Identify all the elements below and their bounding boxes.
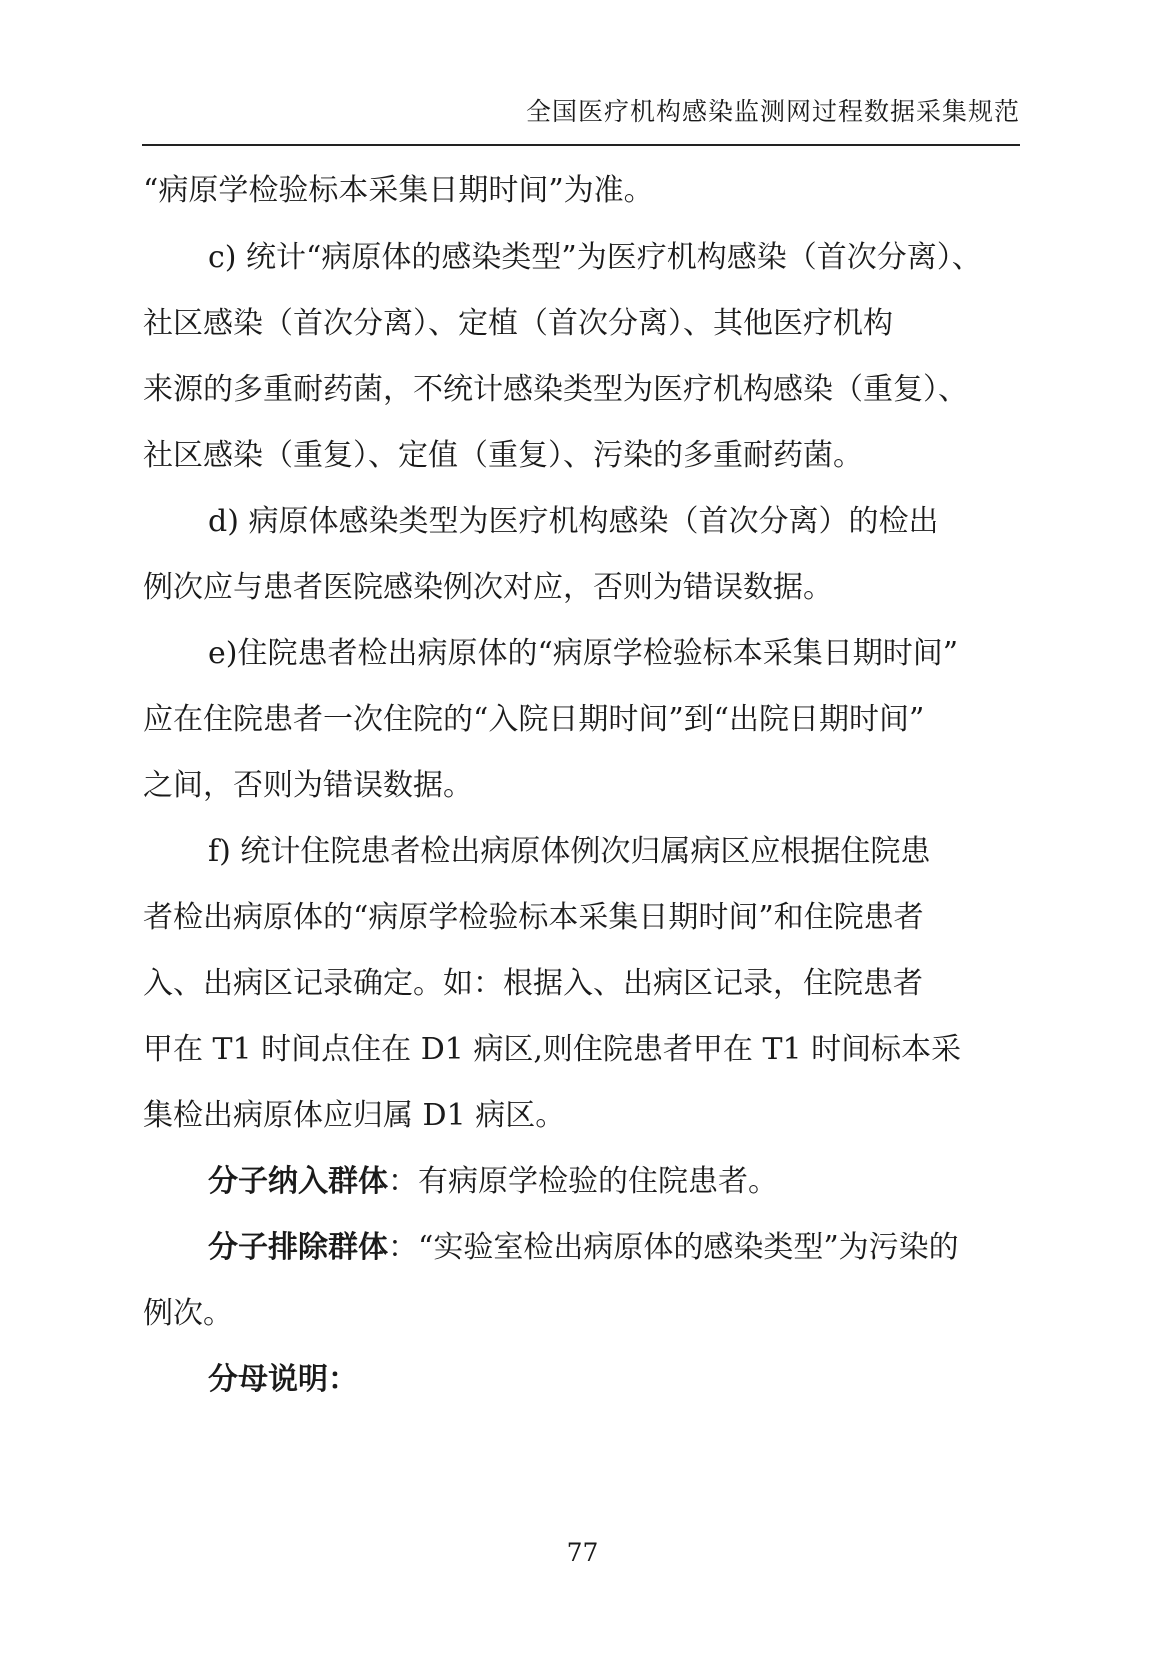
numerator-exclude-line [208,1228,959,1268]
body-line: 社区感染（重复）、定值（重复）、污染的多重耐药菌。 [143,438,863,473]
body-line: 入、出病区记录确定。如：根据入、出病区记录，住院患者 [143,966,923,1001]
numerator-exclude-text: ：“实验室检出病原体的感染类型”为污染的 [388,1230,959,1265]
numerator-include-line [208,1162,778,1202]
body-line: 社区感染（首次分离）、定植（首次分离）、其他医疗机构 [143,306,893,341]
body-line: “病原学检验标本采集日期时间”为准。 [143,173,654,208]
body-line: d) 病原体感染类型为医疗机构感染（首次分离）的检出 [208,504,939,539]
body-line: 例次应与患者医院感染例次对应，否则为错误数据。 [143,570,833,605]
body-line: c) 统计“病原体的感染类型”为医疗机构感染（首次分离）、 [208,240,982,275]
page-number: 77 [566,1538,599,1567]
header-title: 全国医疗机构感染监测网过程数据采集规范 [525,97,1020,126]
body-line: 集检出病原体应归属 D1 病区。 [143,1098,566,1133]
body-line: 者检出病原体的“病原学检验标本采集日期时间”和住院患者 [143,900,924,935]
body-line: 来源的多重耐药菌，不统计感染类型为医疗机构感染（重复）、 [143,372,968,407]
numerator-exclude-label: 分子排除群体 [208,1230,388,1265]
denominator-heading: 分母说明： [208,1362,358,1397]
body-line: f) 统计住院患者检出病原体例次归属病区应根据住院患 [208,834,931,869]
header-divider [142,144,1020,146]
numerator-include-text: ：有病原学检验的住院患者。 [388,1164,778,1199]
body-line: 应在住院患者一次住院的“入院日期时间”到“出院日期时间” [143,702,925,737]
numerator-include-label: 分子纳入群体 [208,1164,388,1199]
numerator-exclude-continuation: 例次。 [143,1296,233,1331]
body-line: 甲在 T1 时间点住在 D1 病区,则住院患者甲在 T1 时间标本采 [143,1032,962,1067]
body-line: 之间，否则为错误数据。 [143,768,473,803]
body-line: e)住院患者检出病原体的“病原学检验标本采集日期时间” [208,636,959,671]
